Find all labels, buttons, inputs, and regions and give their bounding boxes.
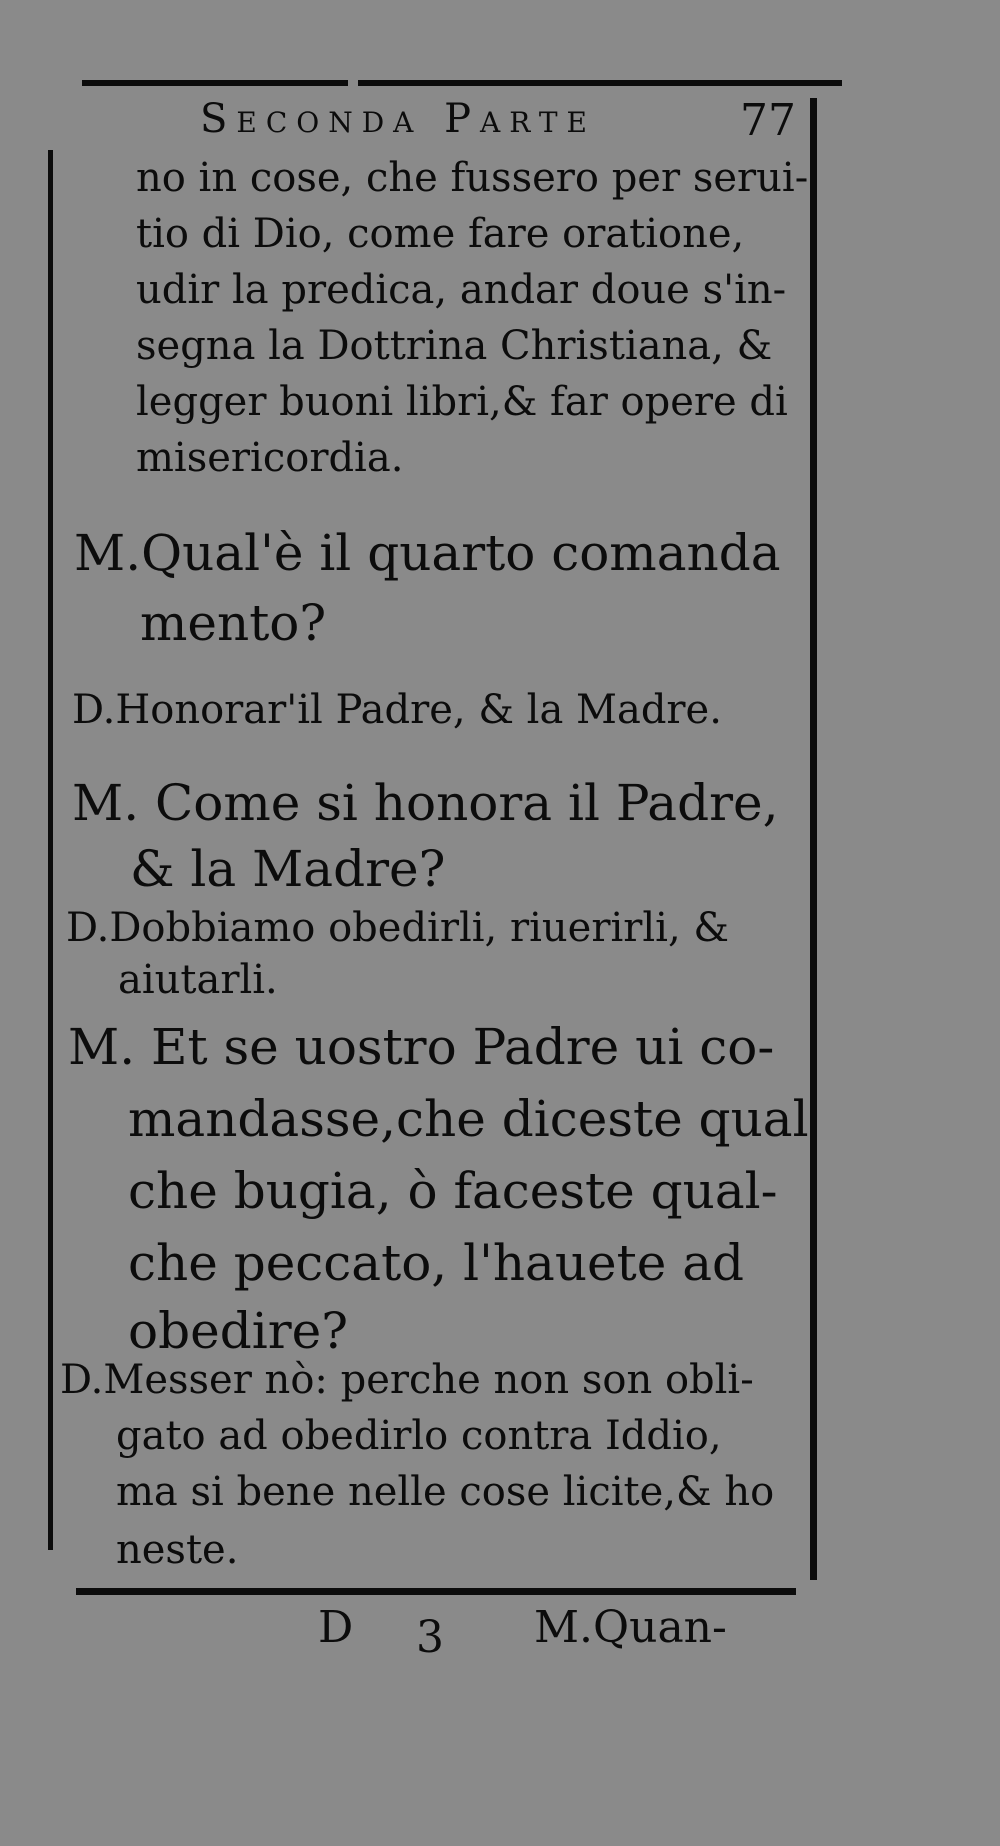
text-line: segna la Dottrina Christiana, & [136,323,773,369]
bottom-rule [76,1588,796,1595]
answer-line: aiutarli. [118,957,278,1003]
text-line: udir la predica, andar doue s'in- [136,267,787,313]
page-number: 77 [740,95,796,146]
right-border [810,98,817,1580]
question-line: mento? [140,594,327,652]
signature-number: 3 [416,1612,444,1663]
answer-line: ma si bene nelle cose licite,& ho [116,1469,775,1515]
answer-line: D.Messer nò: perche non son obli- [60,1357,754,1403]
top-rule-gap [348,80,358,86]
question-line: obedire? [128,1302,348,1360]
question-line: M.Qual'è il quarto comanda [74,524,781,582]
left-border [48,150,53,1550]
answer-line: D.Honorar'il Padre, & la Madre. [72,687,722,733]
text-line: misericordia. [136,435,404,481]
question-line: M. Et se uostro Padre ui co- [68,1018,775,1076]
answer-line: neste. [116,1527,239,1573]
question-line: M. Come si honora il Padre, [72,774,779,832]
catchword: M.Quan- [534,1602,727,1653]
answer-line: gato ad obedirlo contra Iddio, [116,1413,722,1459]
answer-line: D.Dobbiamo obedirli, riuerirli, & [66,905,729,951]
text-line: no in cose, che fussero per serui- [136,155,809,201]
question-line: che bugia, ò faceste qual- [128,1162,778,1220]
question-line: che peccato, l'hauete ad [128,1234,745,1292]
text-line: tio di Dio, come fare oratione, [136,211,745,257]
signature-mark: D [318,1602,354,1653]
question-line: & la Madre? [130,840,446,898]
header-title: Seconda Parte [200,96,596,142]
running-header [200,94,810,154]
top-rule [82,80,842,86]
question-line: mandasse,che diceste qual [128,1090,809,1148]
text-line: legger buoni libri,& far opere di [136,379,788,425]
